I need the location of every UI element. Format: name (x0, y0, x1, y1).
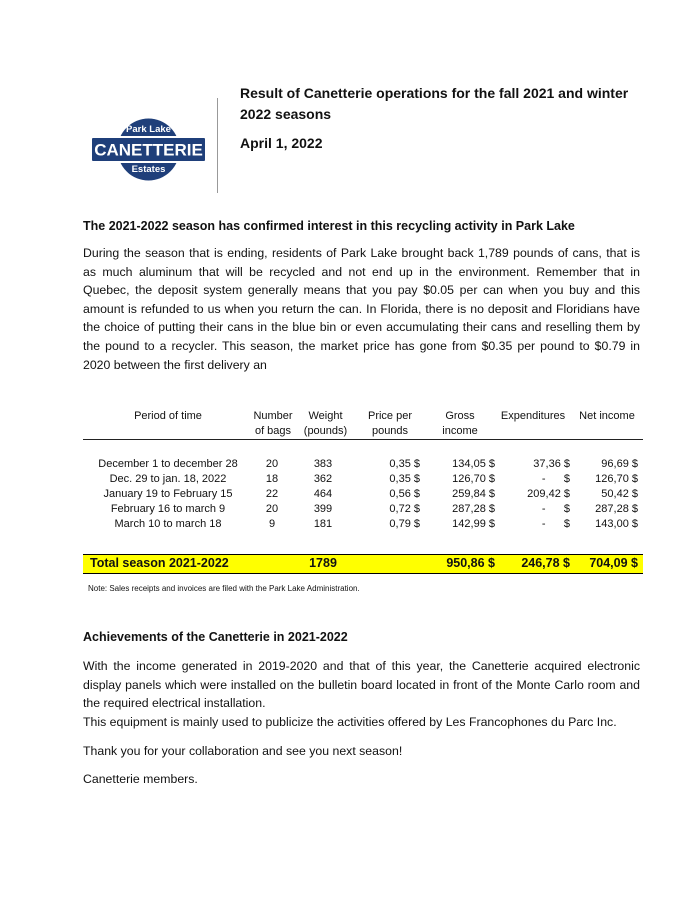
header-divider (217, 98, 218, 193)
section-heading-achievements: Achievements of the Canetterie in 2021-2022 (83, 630, 348, 644)
signature-line: Canetterie members. (83, 772, 198, 786)
header-period: Period of time (134, 410, 202, 422)
cell-net: 96,69 $ (601, 458, 638, 470)
equipment-paragraph: This equipment is mainly used to publicize the activities offered by Les Francophones du Parc Inc. (83, 715, 617, 729)
total-net: 704,09 $ (589, 556, 638, 570)
cell-bags: 20 (265, 458, 279, 470)
cell-net: 287,28 $ (595, 503, 638, 515)
cell-period: March 10 to march 18 (114, 518, 222, 530)
header-weight: Weight (pounds) (303, 410, 348, 437)
cell-gross: 134,05 $ (452, 458, 495, 470)
cell-price: 0,79 $ (389, 518, 420, 530)
cell-expenditures: - $ (541, 518, 570, 530)
cell-expenditures: 209,42 $ (527, 488, 570, 500)
total-expenditures: 246,78 $ (521, 556, 570, 570)
table-note: Note: Sales receipts and invoices are filed with the Park Lake Administration. (88, 584, 360, 593)
cell-net: 143,00 $ (595, 518, 638, 530)
cell-gross: 142,99 $ (452, 518, 495, 530)
table-header-rule (83, 439, 643, 440)
header-expenditures: Expenditures (500, 410, 566, 422)
cell-price: 0,72 $ (389, 503, 420, 515)
cell-period: February 16 to march 9 (110, 503, 226, 515)
total-label: Total season 2021-2022 (90, 556, 229, 570)
cell-gross: 287,28 $ (452, 503, 495, 515)
cell-weight: 399 (313, 503, 333, 515)
cell-bags: 9 (268, 518, 276, 530)
cell-net: 126,70 $ (595, 473, 638, 485)
cell-price: 0,35 $ (389, 458, 420, 470)
cell-gross: 126,70 $ (452, 473, 495, 485)
header-price: Price per pounds (367, 410, 413, 437)
header-net: Net income (579, 410, 635, 422)
document-title: Result of Canetterie operations for the fall 2021 and winter 2022 seasons (240, 85, 629, 122)
cell-expenditures: 37,36 $ (533, 458, 570, 470)
cell-period: January 19 to February 15 (103, 488, 233, 500)
cell-weight: 362 (313, 473, 333, 485)
cell-net: 50,42 $ (601, 488, 638, 500)
header-gross: Gross income (442, 410, 478, 437)
cell-bags: 22 (265, 488, 279, 500)
cell-bags: 18 (265, 473, 279, 485)
cell-period: Dec. 29 to jan. 18, 2022 (109, 473, 227, 485)
canetterie-logo (90, 117, 207, 182)
header-bags: Number of bags (253, 410, 293, 437)
svg-text:CANETTERIE: CANETTERIE (94, 140, 203, 160)
cell-weight: 383 (313, 458, 333, 470)
cell-expenditures: - $ (541, 503, 570, 515)
achievements-paragraph: With the income generated in 2019-2020 and that of this year, the Canetterie acquired electronic display panels which were installed on the bulletin board located in front of the Monte Carlo room and the required electrical installation. (83, 659, 640, 711)
cell-weight: 464 (313, 488, 333, 500)
total-weight: 1789 (309, 556, 337, 570)
intro-paragraph: During the season that is ending, residents of Park Lake brought back 1,789 pounds of cans, that is as much aluminum that will be recycled and not end up in the environment. Remember that in Quebec, the deposit system generally means that you pay $0.05 per can when you buy and this amount is refunded to us when you return the can. In Florida, there is no deposit and Floridians have the choice of putting their cans in the blue bin or even accumulating their cans and reselling them by the pound to a recycler. This season, the market price has gone from $0.35 per pound to $0.79 in 2020 between the first delivery an (83, 246, 640, 372)
cell-bags: 20 (265, 503, 279, 515)
svg-text:Park Lake: Park Lake (126, 124, 171, 135)
section-heading-interest: The 2021-2022 season has confirmed interest in this recycling activity in Park Lake (83, 219, 575, 233)
svg-text:Estates: Estates (131, 164, 166, 175)
total-gross: 950,86 $ (446, 556, 495, 570)
cell-price: 0,35 $ (389, 473, 420, 485)
cell-weight: 181 (313, 518, 333, 530)
cell-price: 0,56 $ (389, 488, 420, 500)
cell-expenditures: - $ (541, 473, 570, 485)
thanks-paragraph: Thank you for your collaboration and see you next season! (83, 744, 403, 758)
document-date: April 1, 2022 (240, 135, 323, 151)
cell-period: December 1 to december 28 (98, 458, 238, 470)
cell-gross: 259,84 $ (452, 488, 495, 500)
